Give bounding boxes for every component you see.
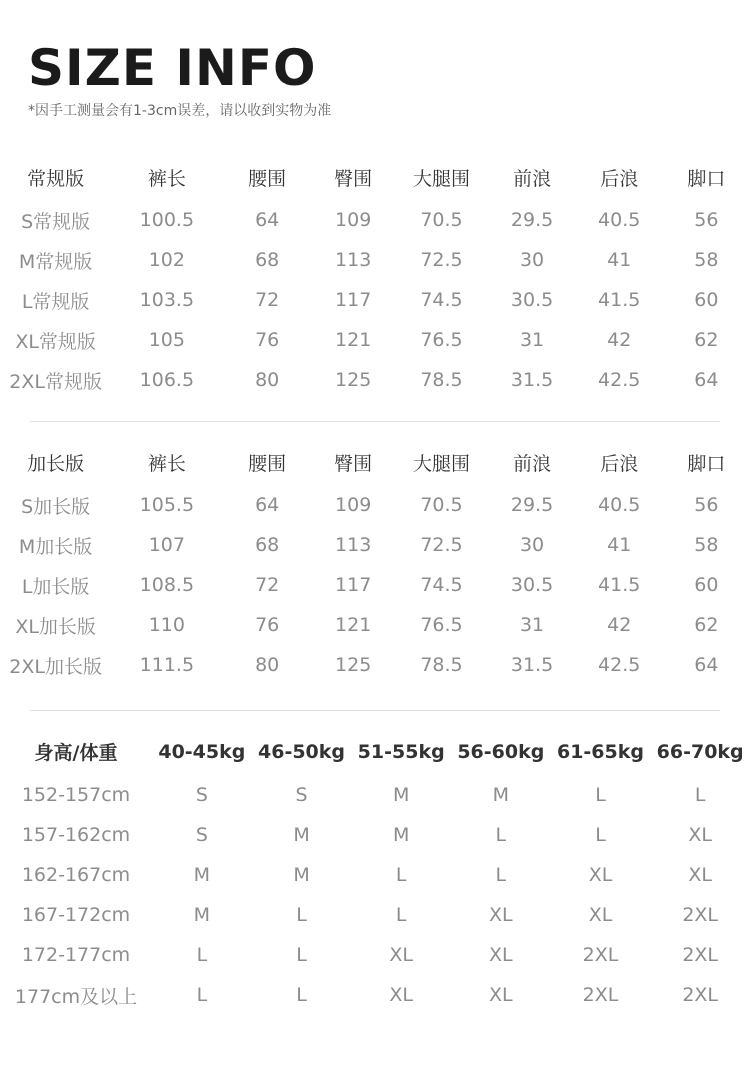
value-cell: 78.5 [420,654,463,676]
value-cell: 64 [255,209,280,231]
table-row [0,200,750,240]
value-cell: XL [688,824,712,846]
header-cell: 臀围 [334,453,373,475]
value-cell: L [495,864,507,886]
size-recommendation-table [0,728,750,1015]
header-cell: 腰围 [248,453,287,475]
value-cell: L [196,944,208,966]
table-row [0,975,750,1015]
value-cell: 30 [519,534,545,556]
row-label-cell: M加长版 [18,535,93,558]
value-cell: 31.5 [510,654,554,676]
value-cell: 109 [335,494,372,516]
value-cell: 58 [694,249,719,271]
value-cell: 103.5 [139,289,195,311]
value-cell: 76.5 [420,329,463,351]
value-cell: L [595,824,606,846]
header-cell: 46-50kg [258,740,346,763]
value-cell: L [196,984,208,1006]
header-cell: 56-60kg [457,740,545,763]
value-cell: 62 [694,614,719,636]
value-cell: L [395,904,407,926]
row-label-cell: 152-157cm [21,784,131,806]
value-cell: 113 [335,534,372,556]
value-cell: S [195,824,208,846]
value-cell: 125 [335,369,372,391]
value-cell: 74.5 [420,574,463,596]
table-header-row [0,440,750,485]
value-cell: 80 [255,654,280,676]
row-label-cell: 162-167cm [21,864,131,886]
value-cell: 76 [255,329,280,351]
value-cell: 108.5 [139,574,195,596]
value-cell: 68 [255,534,280,556]
value-cell: XL [389,984,413,1006]
row-label-cell: L加长版 [21,575,90,598]
table-row [0,935,750,975]
value-cell: 105.5 [139,494,195,516]
table-row [0,485,750,525]
value-cell: XL [489,984,513,1006]
value-cell: XL [389,944,413,966]
measurement-note: *因手工测量会有1-3cm误差，请以收到实物为准 [28,103,332,119]
header-cell: 后浪 [600,453,639,475]
table-row [0,240,750,280]
regular-size-table [0,155,750,400]
value-cell: 40.5 [598,209,641,231]
value-cell: 41.5 [598,289,641,311]
value-cell: 64 [694,654,719,676]
header-cell: 66-70kg [656,740,744,763]
value-cell: M [193,904,211,926]
value-cell: 29.5 [510,494,554,516]
value-cell: 42 [607,614,632,636]
value-cell: S [195,784,208,806]
page-title: SIZE INFO [28,39,317,97]
header-cell: 臀围 [334,168,373,190]
header-cell: 身高/体重 [34,742,118,764]
value-cell: 31 [519,614,545,636]
value-cell: 106.5 [139,369,195,391]
value-cell: 105 [148,329,185,351]
value-cell: L [296,984,307,1006]
value-cell: 41 [607,534,632,556]
row-label-cell: XL常规版 [15,330,96,353]
value-cell: M [392,824,410,846]
table-row [0,775,750,815]
table-row [0,320,750,360]
table-row [0,645,750,685]
header-cell: 大腿围 [412,168,470,190]
table-row [0,280,750,320]
value-cell: XL [588,904,613,926]
value-cell: 42.5 [598,654,641,676]
value-cell: 117 [335,574,372,596]
header-cell: 脚口 [687,453,726,475]
value-cell: 125 [335,654,372,676]
value-cell: XL [489,904,513,926]
table-row [0,815,750,855]
value-cell: 72.5 [420,249,463,271]
value-cell: 40.5 [598,494,641,516]
long-size-table [0,440,750,685]
value-cell: 102 [148,249,185,271]
header-cell: 裤长 [147,168,186,190]
section-divider [30,710,720,711]
value-cell: 42 [607,329,632,351]
value-cell: 72 [255,574,280,596]
value-cell: 100.5 [139,209,195,231]
table-row [0,525,750,565]
value-cell: M [193,864,211,886]
value-cell: 2XL [582,984,619,1006]
header-cell: 常规版 [27,168,85,190]
row-label-cell: M常规版 [18,250,93,273]
header-cell: 后浪 [600,168,639,190]
value-cell: 70.5 [420,209,463,231]
table-row [0,605,750,645]
value-cell: 60 [694,289,719,311]
header-cell: 脚口 [687,168,726,190]
row-label-cell: 2XL常规版 [9,370,102,393]
value-cell: 30 [519,249,545,271]
value-cell: XL [688,864,712,886]
value-cell: M [492,784,510,806]
header-cell: 前浪 [513,453,552,475]
header-cell: 51-55kg [357,740,445,763]
header-cell: 裤长 [147,453,186,475]
value-cell: 113 [335,249,372,271]
table-row [0,895,750,935]
value-cell: 110 [148,614,185,636]
value-cell: 30.5 [510,289,554,311]
value-cell: 56 [694,209,719,231]
value-cell: 64 [255,494,280,516]
value-cell: L [495,824,507,846]
value-cell: 80 [255,369,280,391]
table-header-row [0,155,750,200]
row-label-cell: S常规版 [21,210,91,233]
value-cell: 68 [255,249,280,271]
value-cell: 41 [607,249,632,271]
value-cell: 62 [694,329,719,351]
value-cell: XL [588,864,613,886]
value-cell: 56 [694,494,719,516]
value-cell: 2XL [682,984,719,1006]
value-cell: 58 [694,534,719,556]
value-cell: 72.5 [420,534,463,556]
section-divider [30,421,720,422]
row-label-cell: XL加长版 [15,615,96,638]
row-label-cell: 177cm及以上 [14,985,138,1008]
value-cell: 70.5 [420,494,463,516]
value-cell: 2XL [582,944,619,966]
header-cell: 61-65kg [556,740,644,763]
header-cell: 加长版 [27,453,85,475]
value-cell: L [296,944,307,966]
value-cell: M [293,864,310,886]
value-cell: 30.5 [510,574,554,596]
header-cell: 40-45kg [158,740,246,763]
value-cell: 107 [148,534,185,556]
value-cell: 29.5 [510,209,554,231]
value-cell: 42.5 [598,369,641,391]
value-cell: M [293,824,310,846]
value-cell: L [694,784,706,806]
value-cell: 2XL [682,904,719,926]
value-cell: 76 [255,614,280,636]
value-cell: M [392,784,410,806]
value-cell: 72 [255,289,280,311]
value-cell: 74.5 [420,289,463,311]
row-label-cell: S加长版 [21,495,91,518]
row-label-cell: 2XL加长版 [9,655,102,678]
table-header-row [0,728,750,775]
value-cell: 31 [519,329,545,351]
header-cell: 前浪 [513,168,552,190]
table-row [0,565,750,605]
value-cell: L [296,904,307,926]
value-cell: 31.5 [510,369,554,391]
value-cell: XL [489,944,513,966]
value-cell: L [395,864,407,886]
header-cell: 大腿围 [412,453,470,475]
value-cell: 76.5 [420,614,463,636]
table-row [0,855,750,895]
value-cell: 78.5 [420,369,463,391]
value-cell: 60 [694,574,719,596]
value-cell: 109 [335,209,372,231]
row-label-cell: 157-162cm [21,824,131,846]
value-cell: 121 [335,614,372,636]
row-label-cell: 167-172cm [21,904,131,926]
value-cell: 117 [335,289,372,311]
value-cell: 64 [694,369,719,391]
value-cell: L [595,784,606,806]
header-cell: 腰围 [248,168,287,190]
value-cell: 2XL [682,944,719,966]
table-row [0,360,750,400]
row-label-cell: 172-177cm [21,944,131,966]
value-cell: S [295,784,308,806]
value-cell: 41.5 [598,574,641,596]
value-cell: 111.5 [139,654,195,676]
value-cell: 121 [335,329,372,351]
row-label-cell: L常规版 [21,290,90,313]
